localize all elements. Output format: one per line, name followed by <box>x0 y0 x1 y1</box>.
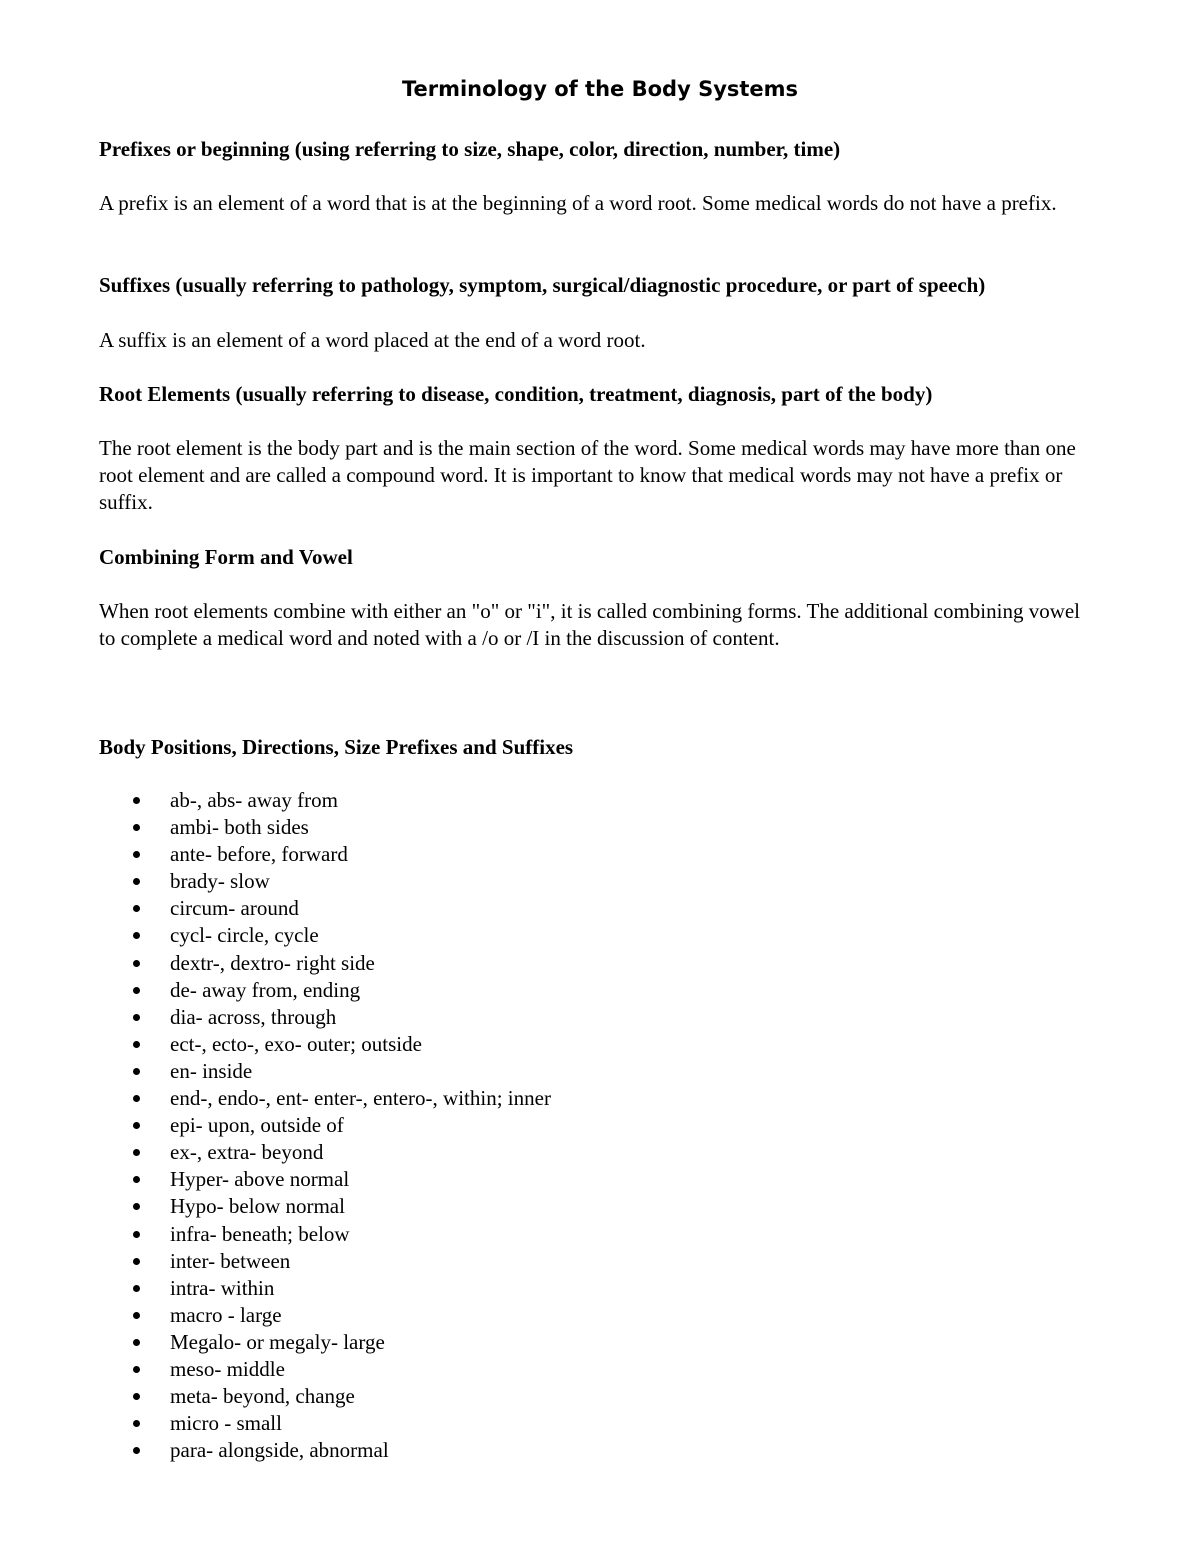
term-list-item-text: circum- around <box>170 896 299 921</box>
bullet-icon <box>133 1068 140 1075</box>
term-list-item <box>99 841 799 868</box>
term-list-item <box>99 1356 799 1383</box>
document-title: Terminology of the Body Systems <box>401 77 799 101</box>
list-heading: Body Positions, Directions, Size Prefixes and Suffixes <box>99 735 574 759</box>
term-list-item-text: macro - large <box>170 1302 282 1327</box>
term-list-item <box>99 1058 799 1085</box>
term-list-item <box>99 1193 799 1220</box>
term-list-item <box>99 1410 799 1437</box>
term-list-item <box>99 1031 799 1058</box>
term-list-item-text: dia- across, through <box>170 1004 337 1029</box>
term-list-item <box>99 1221 799 1248</box>
bullet-icon <box>133 1041 140 1048</box>
term-list-item <box>99 1302 799 1329</box>
term-list-item-text: ect-, ecto-, exo- outer; outside <box>170 1031 422 1056</box>
bullet-icon <box>133 1203 140 1210</box>
term-list-item-text: ab-, abs- away from <box>170 788 338 812</box>
term-list-item-text: cycl- circle, cycle <box>170 923 319 948</box>
bullet-icon <box>133 932 140 939</box>
bullet-icon <box>133 1285 140 1292</box>
term-list-item-text: Hypo- below normal <box>170 1194 345 1219</box>
bullet-icon <box>133 1312 140 1319</box>
term-list-item <box>99 1383 799 1410</box>
bullet-icon <box>133 1420 140 1427</box>
section-body-suffixes: A suffix is an element of a word placed at the end of a word root. <box>99 328 646 352</box>
term-list-item <box>99 977 799 1004</box>
term-list-item-text: meta- beyond, change <box>170 1384 355 1409</box>
bullet-icon <box>133 1258 140 1265</box>
term-list-item-text: meso- middle <box>170 1356 285 1381</box>
term-list-item <box>99 1139 799 1166</box>
term-list-item-text: ante- before, forward <box>170 842 348 867</box>
term-list-item-text: micro - small <box>170 1411 282 1436</box>
term-list-item-text: dextr-, dextro- right side <box>170 950 375 975</box>
term-list-item-text: inter- between <box>170 1248 291 1273</box>
term-list-item <box>99 1275 799 1302</box>
bullet-icon <box>133 1149 140 1156</box>
term-list-item-text: Hyper- above normal <box>170 1167 350 1192</box>
term-list-item-text: epi- upon, outside of <box>170 1113 344 1138</box>
bullet-icon <box>133 1014 140 1021</box>
term-list-item <box>99 922 799 949</box>
term-list-item-text: brady- slow <box>170 869 270 894</box>
term-list-item-text: de- away from, ending <box>170 977 361 1002</box>
bullet-icon <box>133 1447 140 1454</box>
term-list-item <box>99 1112 799 1139</box>
bullet-icon <box>133 824 140 831</box>
bullet-icon <box>133 1095 140 1102</box>
bullet-icon <box>133 1366 140 1373</box>
section-heading-root-elements: Root Elements (usually referring to disease, condition, treatment, diagnosis, part of the body) <box>99 382 933 406</box>
term-list-item-text: para- alongside, abnormal <box>170 1438 389 1463</box>
term-list-item <box>99 1437 799 1464</box>
term-list-item-text: en- inside <box>170 1058 253 1083</box>
term-list-item <box>99 814 799 841</box>
bullet-icon <box>133 1176 140 1183</box>
section-heading-prefixes: Prefixes or beginning (using referring to size, shape, color, direction, number, time) <box>99 137 841 161</box>
term-list-item <box>99 1329 799 1356</box>
term-list-item <box>99 787 799 814</box>
bullet-icon <box>133 851 140 858</box>
section-body-root-elements: The root element is the body part and is the main section of the word. Some medical words may have more than one root element and are called a compound word. It is important to know that medical words may not have a prefix or suffix. <box>99 436 1076 514</box>
term-list-item <box>99 1004 799 1031</box>
bullet-icon <box>133 1393 140 1400</box>
bullet-icon <box>133 797 140 804</box>
bullet-icon <box>133 1231 140 1238</box>
bullet-icon <box>133 1339 140 1346</box>
term-list-item <box>99 868 799 895</box>
term-list-item-text: infra- beneath; below <box>170 1221 350 1246</box>
section-heading-suffixes: Suffixes (usually referring to pathology, symptom, surgical/diagnostic procedure, or part of speech) <box>99 273 986 297</box>
bullet-icon <box>133 878 140 885</box>
term-list-item <box>99 1166 799 1193</box>
term-list-item <box>99 1085 799 1112</box>
term-list-item <box>99 895 799 922</box>
section-body-prefixes: A prefix is an element of a word that is at the beginning of a word root. Some medical words do not have a prefix. <box>99 191 1057 215</box>
section-heading-combining-form: Combining Form and Vowel <box>99 545 353 569</box>
term-list-item-text: Megalo- or megaly- large <box>170 1329 385 1354</box>
bullet-icon <box>133 1122 140 1129</box>
term-list-item-text: ex-, extra- beyond <box>170 1140 324 1165</box>
term-list-item-text: end-, endo-, ent- enter-, entero-, within; inner <box>170 1086 551 1111</box>
term-list-item <box>99 1248 799 1275</box>
bullet-icon <box>133 960 140 967</box>
term-list-item-text: intra- within <box>170 1275 275 1300</box>
term-list-item <box>99 950 799 977</box>
section-body-combining-form: When root elements combine with either an "o" or "i", it is called combining forms. The additional combining vowel to complete a medical word and noted with a /o or /I in the discussion of content. <box>99 599 1081 650</box>
term-list-item-text: ambi- both sides <box>170 815 309 840</box>
bullet-icon <box>133 905 140 912</box>
bullet-icon <box>133 987 140 994</box>
term-list <box>99 787 799 1464</box>
